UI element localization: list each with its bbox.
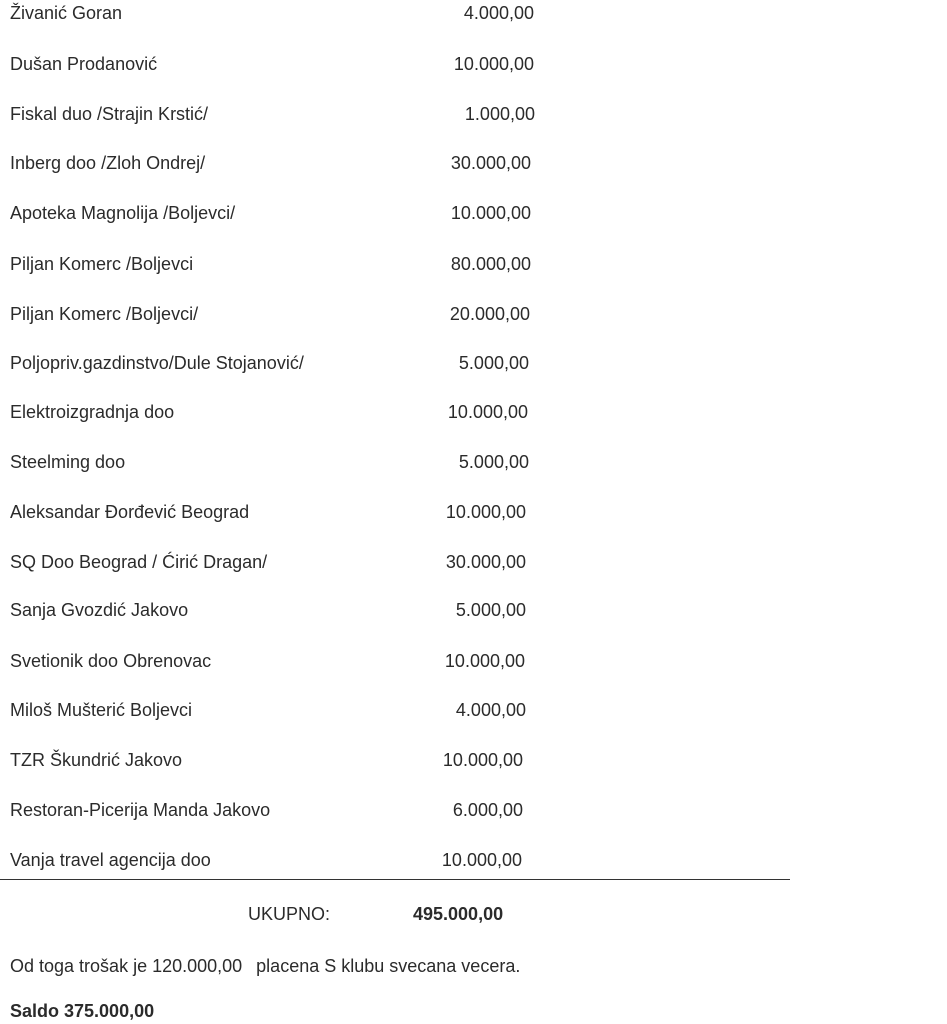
donation-amount: 4.000,00 xyxy=(463,3,534,23)
list-item xyxy=(0,402,560,432)
donor-name: Piljan Komerc /Boljevci xyxy=(10,254,194,274)
list-item xyxy=(0,54,560,84)
list-item xyxy=(0,700,560,730)
total-label: UKUPNO: xyxy=(248,904,331,924)
donation-amount: 20.000,00 xyxy=(449,304,530,324)
donation-amount: 30.000,00 xyxy=(450,153,531,173)
donation-amount: 10.000,00 xyxy=(444,651,525,671)
donor-name: Vanja travel agencija doo xyxy=(10,850,211,870)
donation-amount: 10.000,00 xyxy=(447,402,528,422)
donation-amount: 80.000,00 xyxy=(450,254,531,274)
donor-name: Svetionik doo Obrenovac xyxy=(10,651,212,671)
list-item xyxy=(0,254,560,284)
list-item xyxy=(0,104,560,134)
list-item xyxy=(0,153,560,183)
list-item xyxy=(0,203,560,233)
donor-name: Restoran-Picerija Manda Jakovo xyxy=(10,800,271,820)
donation-amount: 10.000,00 xyxy=(441,850,522,870)
donor-name: TZR Škundrić Jakovo xyxy=(10,750,183,770)
list-item xyxy=(0,850,560,880)
list-item xyxy=(0,353,560,383)
donor-name: Poljopriv.gazdinstvo/Dule Stojanović/ xyxy=(10,353,304,373)
donor-name: SQ Doo Beograd / Ćirić Dragan/ xyxy=(10,552,268,572)
list-item xyxy=(0,600,560,630)
donation-amount: 5.000,00 xyxy=(455,600,526,620)
list-item xyxy=(0,651,560,681)
donation-amount: 10.000,00 xyxy=(453,54,534,74)
donor-name: Sanja Gvozdić Jakovo xyxy=(10,600,189,620)
total-divider xyxy=(0,879,790,880)
expense-note-description: placena S klubu svecana vecera. xyxy=(256,956,521,976)
donation-amount: 30.000,00 xyxy=(445,552,526,572)
donation-amount: 5.000,00 xyxy=(458,452,529,472)
donor-name: Aleksandar Đorđević Beograd xyxy=(10,502,250,522)
list-item xyxy=(0,304,560,334)
donation-amount: 1.000,00 xyxy=(464,104,535,124)
donor-name: Dušan Prodanović xyxy=(10,54,158,74)
list-item xyxy=(0,552,560,582)
donor-name: Apoteka Magnolija /Boljevci/ xyxy=(10,203,236,223)
donation-amount: 10.000,00 xyxy=(442,750,523,770)
list-item xyxy=(0,3,560,33)
donor-name: Piljan Komerc /Boljevci/ xyxy=(10,304,199,324)
donation-amount: 10.000,00 xyxy=(445,502,526,522)
donor-name: Živanić Goran xyxy=(10,3,123,23)
donor-name: Miloš Mušterić Boljevci xyxy=(10,700,193,720)
donation-amount: 4.000,00 xyxy=(455,700,526,720)
expense-note-amount: Od toga trošak je 120.000,00 xyxy=(10,956,243,976)
donation-amount: 6.000,00 xyxy=(452,800,523,820)
list-item xyxy=(0,452,560,482)
donor-name: Inberg doo /Zloh Ondrej/ xyxy=(10,153,206,173)
list-item xyxy=(0,502,560,532)
donor-name: Steelming doo xyxy=(10,452,126,472)
donor-name: Elektroizgradnja doo xyxy=(10,402,175,422)
total-amount: 495.000,00 xyxy=(413,904,504,924)
donor-name: Fiskal duo /Strajin Krstić/ xyxy=(10,104,209,124)
list-item xyxy=(0,800,560,830)
balance: Saldo 375.000,00 xyxy=(10,1001,155,1021)
expense-note xyxy=(10,956,520,977)
list-item xyxy=(0,750,560,780)
donation-amount: 5.000,00 xyxy=(458,353,529,373)
donation-amount: 10.000,00 xyxy=(450,203,531,223)
